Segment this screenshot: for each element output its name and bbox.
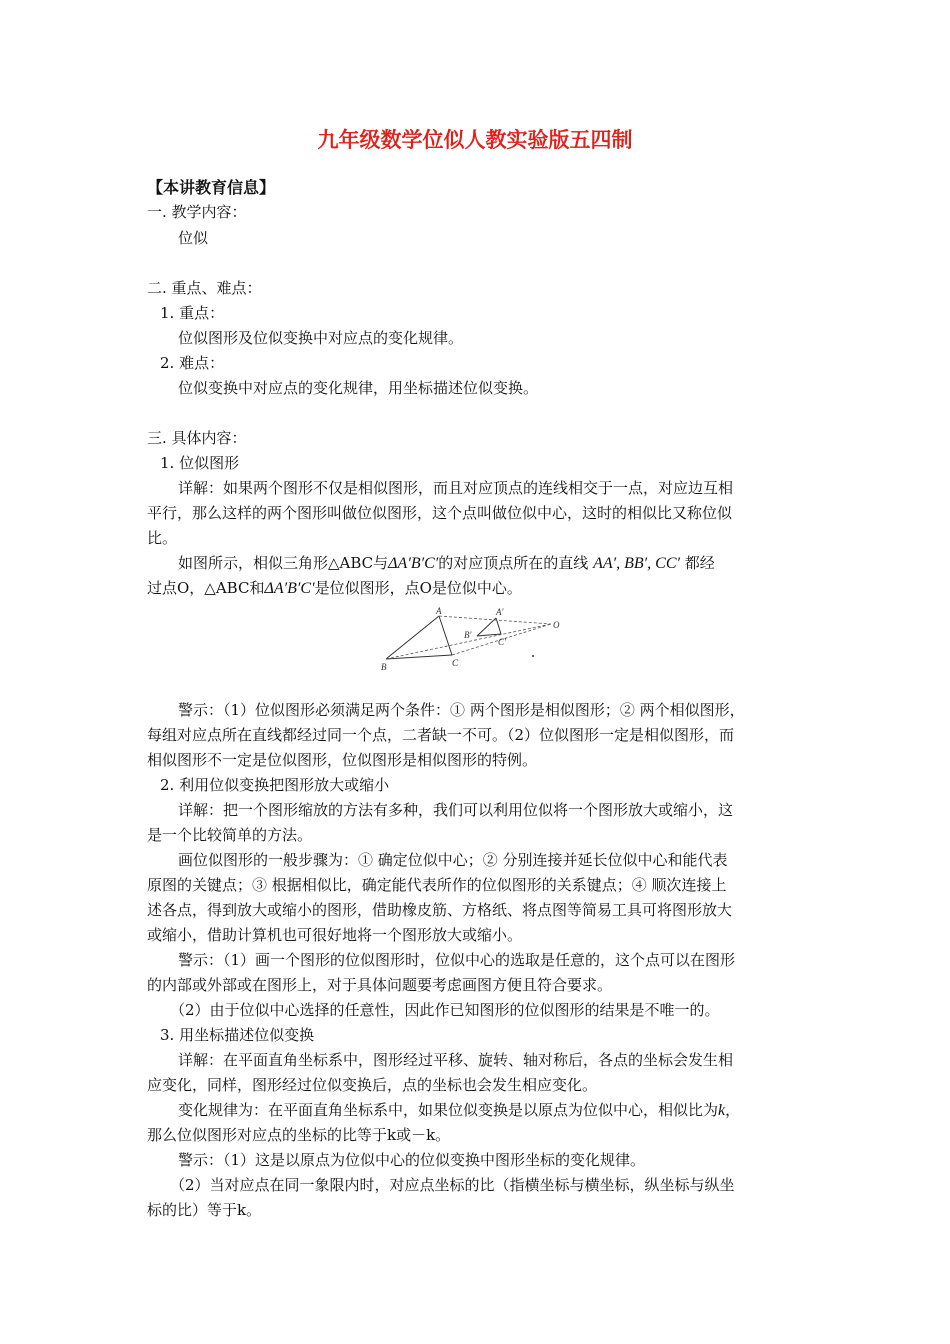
rule-text: ， bbox=[725, 1101, 741, 1119]
paragraph-line: 平行，那么这样的两个图形叫做位似图形，这个点叫做位似中心，这时的相似比又称位似 bbox=[147, 504, 733, 522]
label-b: B bbox=[381, 662, 387, 672]
paragraph-line: 画位似图形的一般步骤为：① 确定位似中心；② 分别连接并延长位似中心和能代表 bbox=[178, 851, 728, 869]
subheading-enlarge-reduce: 2. 利用位似变换把图形放大或缩小 bbox=[160, 776, 390, 794]
example-text: 的对应顶点所在的直线 bbox=[438, 554, 589, 572]
math-k: k bbox=[718, 1102, 726, 1119]
edge-b1c1 bbox=[477, 634, 501, 636]
label-c-prime: C′ bbox=[498, 637, 506, 647]
heading-teaching-content: 一. 教学内容： bbox=[147, 203, 247, 221]
difficulty-text: 位似变换中对应点的变化规律，用坐标描述位似变换。 bbox=[178, 379, 539, 397]
rule-line bbox=[178, 1100, 740, 1121]
math-delta: ΔA′B′C′ bbox=[388, 555, 439, 572]
paragraph-line: 原图的关键点；③ 根据相似比，确定能代表所作的位似图形的关系键点；④ 顺次连接上 bbox=[147, 876, 727, 894]
paragraph-line: 详解：如果两个图形不仅是相似图形，而且对应顶点的连线相交于一点，对应边互相 bbox=[178, 479, 734, 497]
edge-ac bbox=[439, 616, 452, 655]
paragraph-line: 详解：把一个图形缩放的方法有多种，我们可以利用位似将一个图形放大或缩小，这 bbox=[178, 801, 734, 819]
paragraph-line: （2）当对应点在同一象限内时，对应点坐标的比（指横坐标与横坐标，纵坐标与纵坐 bbox=[170, 1176, 735, 1194]
paragraph-line: 每组对应点所在直线都经过同一个点，二者缺一不可。（2）位似图形一定是相似图形，而 bbox=[147, 726, 735, 744]
paragraph-line: 详解：在平面直角坐标系中，图形经过平移、旋转、轴对称后，各点的坐标会发生相 bbox=[178, 1051, 734, 1069]
paragraph-line: 警示：（1）位似图形必须满足两个条件：① 两个图形是相似图形；② 两个相似图形， bbox=[178, 701, 745, 719]
paragraph-line: 或缩小，借助计算机也可很好地将一个图形放大或缩小。 bbox=[147, 926, 523, 944]
subheading-coordinates: 3. 用坐标描述位似变换 bbox=[160, 1026, 315, 1044]
example-text: 都经 bbox=[684, 554, 715, 572]
paragraph-line: 那么位似图形对应点的坐标的比等于k或－k。 bbox=[147, 1126, 451, 1144]
paragraph-line: 述各点，得到放大或缩小的图形，借助橡皮筋、方格纸、将点图等简易工具可将图形放大 bbox=[147, 901, 733, 919]
label-a: A bbox=[436, 606, 442, 616]
paragraph-line: 的内部或外部或在图形上，对于具体问题要考虑画图方便且符合要求。 bbox=[147, 976, 613, 994]
paragraph-line: 警示：（1）这是以原点为位似中心的位似变换中图形坐标的变化规律。 bbox=[178, 1151, 646, 1169]
rule-text: 变化规律为：在平面直角坐标系中，如果位似变换是以原点为位似中心，相似比为 bbox=[178, 1101, 719, 1119]
edge-a1b1 bbox=[477, 618, 496, 636]
label-a-prime: A′ bbox=[496, 607, 504, 617]
math-delta: ΔA′B′C′ bbox=[264, 580, 315, 597]
example-line-1 bbox=[178, 553, 715, 574]
subheading-key-point: 1. 重点： bbox=[160, 304, 225, 322]
example-text: 过点O，△ABC和 bbox=[147, 579, 265, 597]
paragraph-line: 警示：（1）画一个图形的位似图形时，位似中心的选取是任意的，这个点可以在图形 bbox=[178, 951, 736, 969]
teaching-content-text: 位似 bbox=[178, 229, 209, 247]
key-point-text: 位似图形及位似变换中对应点的变化规律。 bbox=[178, 329, 464, 347]
subheading-difficulty: 2. 难点： bbox=[160, 354, 225, 372]
heading-specific-content: 三. 具体内容： bbox=[147, 429, 247, 447]
dot-mark bbox=[532, 655, 534, 657]
ray-aa1 bbox=[439, 616, 551, 624]
homothety-figure bbox=[378, 604, 574, 674]
edge-ab bbox=[386, 616, 439, 659]
paragraph-line: （2）由于位似中心选择的任意性，因此作已知图形的位似图形的结果是不唯一的。 bbox=[170, 1001, 720, 1019]
example-text: 如图所示，相似三角形△ABC与 bbox=[178, 554, 389, 572]
label-o: O bbox=[553, 620, 560, 630]
section-header: 【本讲教育信息】 bbox=[147, 178, 276, 197]
example-text: 是位似图形，点O是位似中心。 bbox=[314, 579, 522, 597]
heading-key-points: 二. 重点、难点： bbox=[147, 279, 262, 297]
document-title: 九年级数学位似人教实验版五四制 bbox=[317, 128, 633, 152]
math-segments: AA′, BB′, CC′ bbox=[593, 555, 680, 572]
label-b-prime: B′ bbox=[464, 630, 472, 640]
paragraph-line: 标的比）等于k。 bbox=[147, 1201, 262, 1219]
paragraph-line: 应变化，同样，图形经过位似变换后，点的坐标也会发生相应变化。 bbox=[147, 1076, 598, 1094]
example-line-2 bbox=[147, 578, 522, 599]
paragraph-line: 相似图形不一定是位似图形，位似图形是相似图形的特例。 bbox=[147, 751, 538, 769]
paragraph-line: 是一个比较简单的方法。 bbox=[147, 826, 313, 844]
label-c: C bbox=[452, 658, 459, 668]
paragraph-line: 比。 bbox=[147, 529, 178, 547]
subheading-homothetic-figures: 1. 位似图形 bbox=[160, 454, 240, 472]
